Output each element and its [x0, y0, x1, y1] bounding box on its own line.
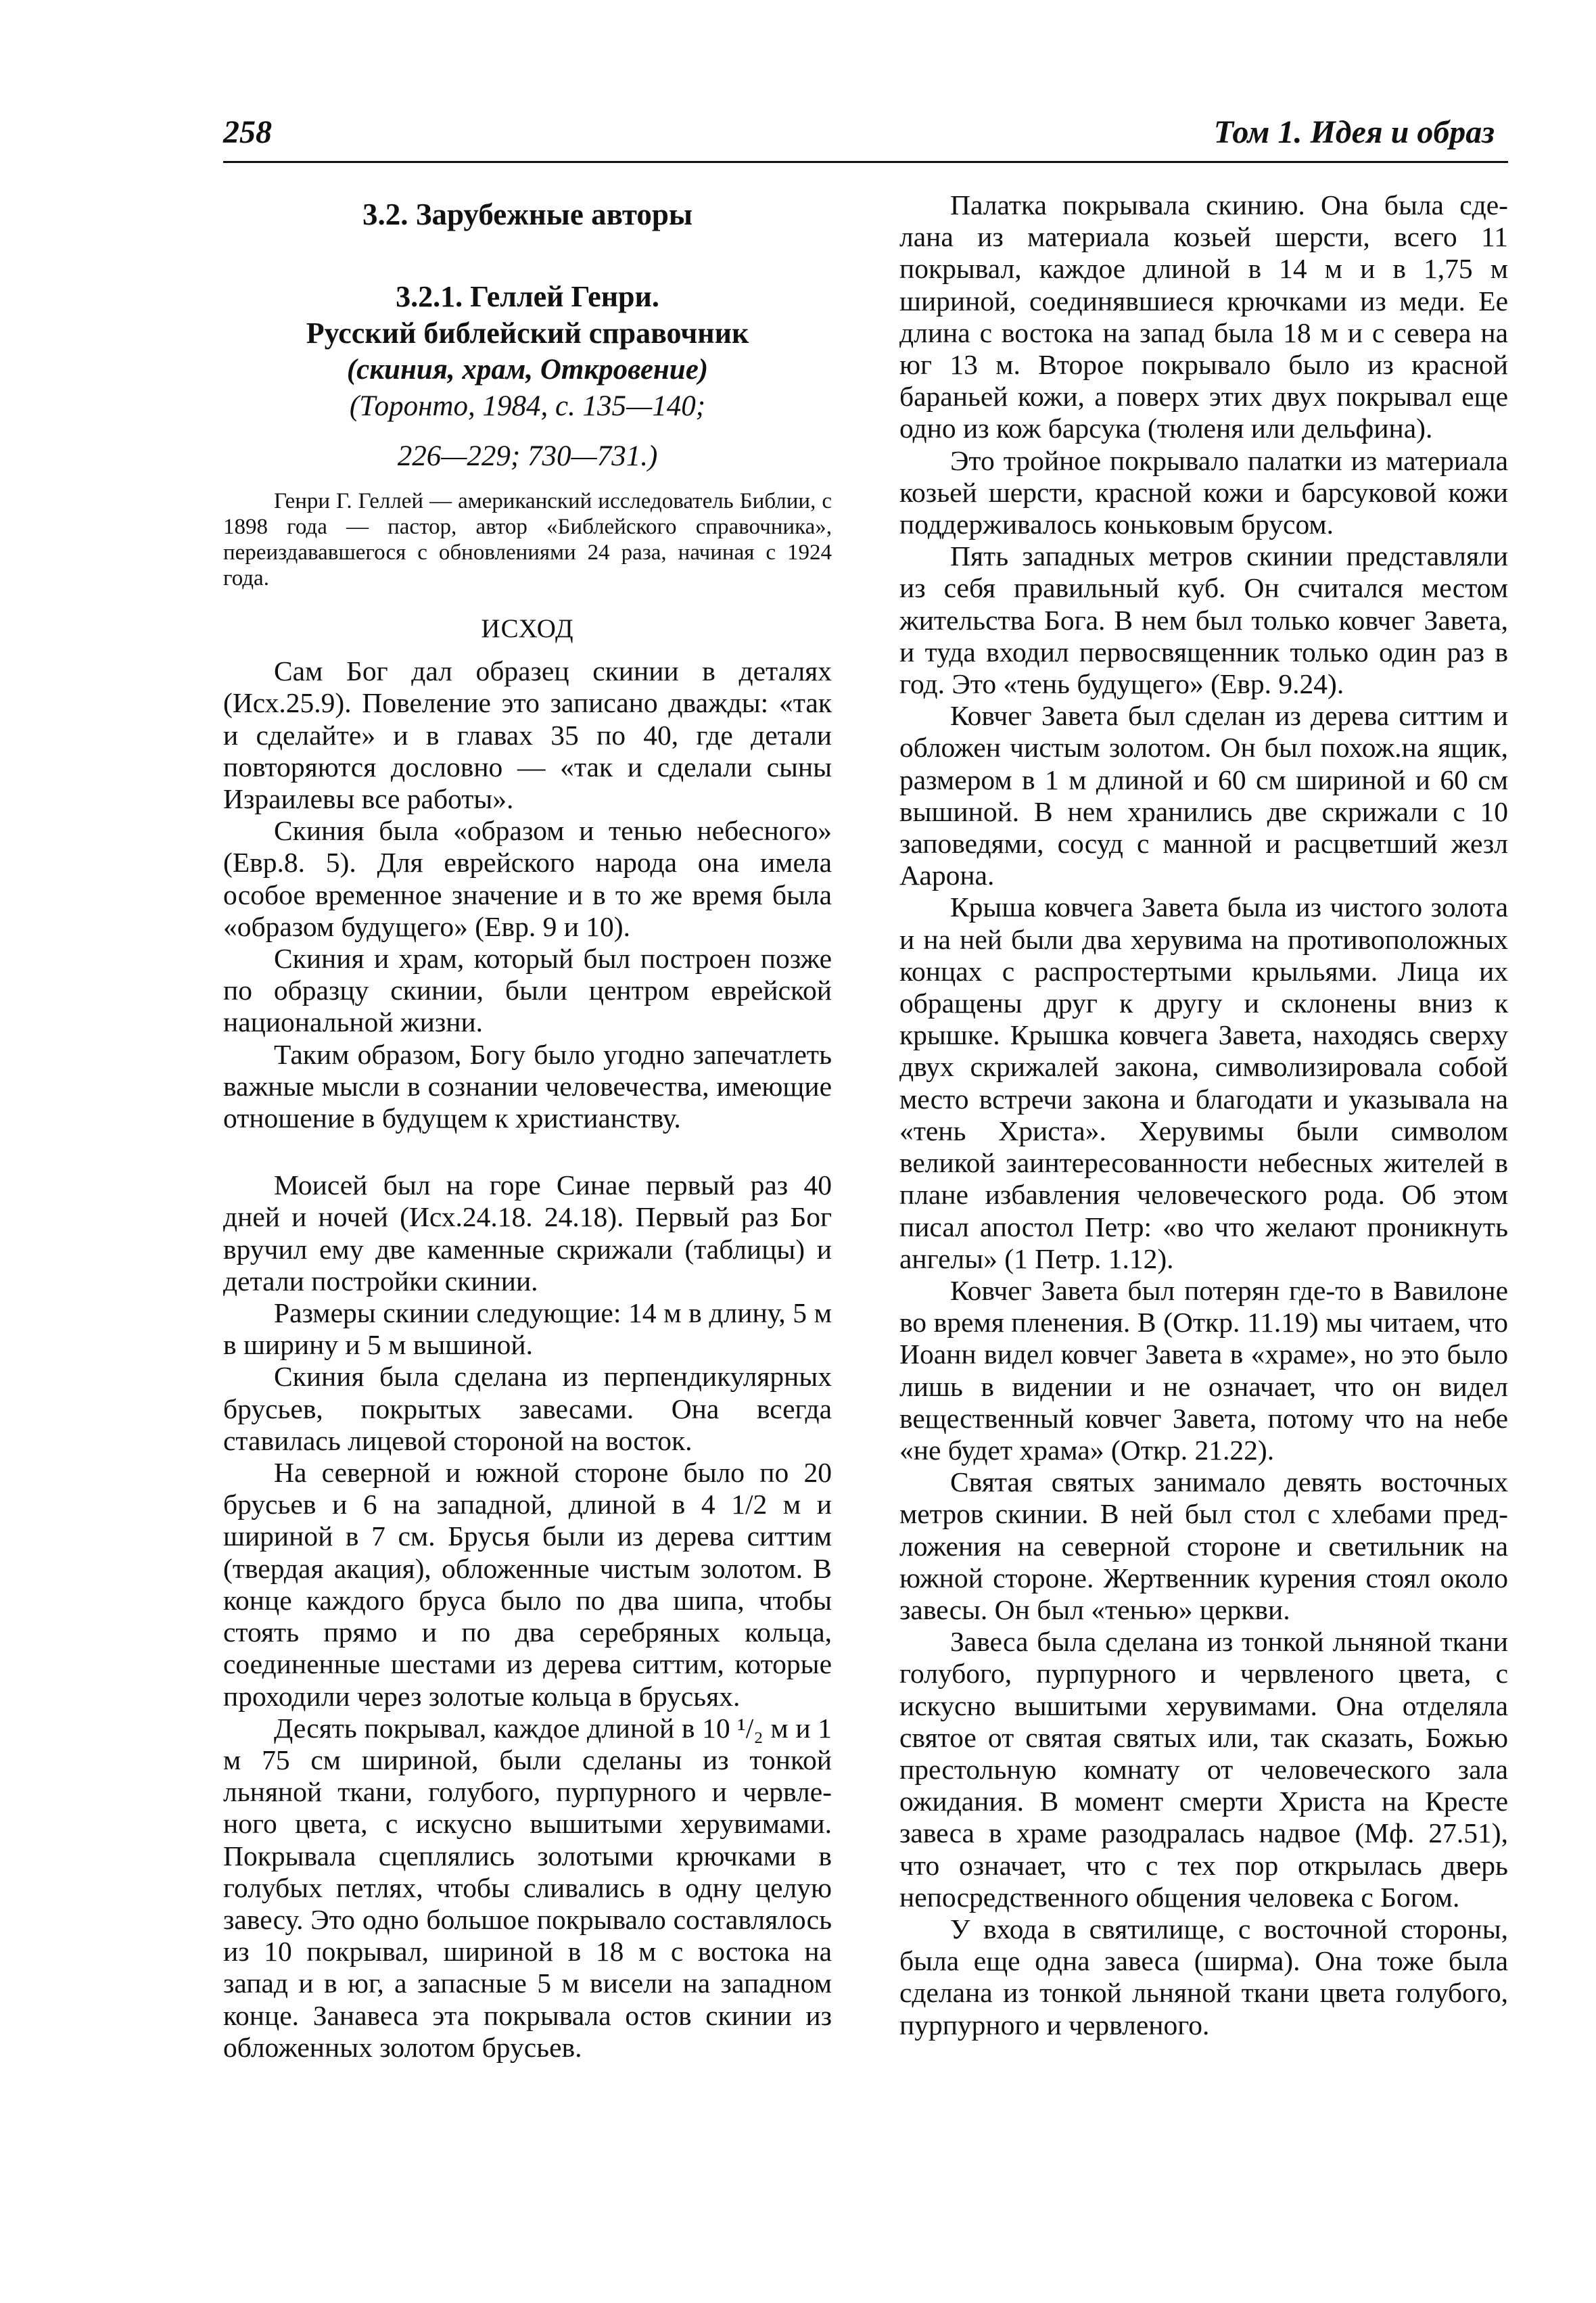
paragraph: Размеры скинии следующие: 14 м в длину, 5 м в ширину и 5 м вышиной.	[223, 1297, 832, 1361]
paragraph: На северной и южной стороне было по 20 брусьев и 6 на западной, длиной в 4 1/2 м и шириной в 7 см. Брусья были из дерева ситтим (твердая акация), обложенные чистым золотом. В конце каждого бруса было по два шипа, чтобы стоять прямо и по два серебряных кольца, соединенные шестами из дерева ситтим, которые проходили через золотые кольца в брусьях.	[223, 1457, 832, 1712]
paragraph: Моисей был на горе Синае первый раз 40 дней и ночей (Исх.24.18. 24.18). Первый раз Бог вручил ему две каменные скрижали (таблицы) и детали постройки скинии.	[223, 1169, 832, 1297]
page-number: 258	[223, 114, 272, 150]
article-subtitle: (скиния, храм, Откровение)	[346, 354, 709, 386]
article-title-line-2: Русский библейский справочник	[306, 317, 749, 350]
paragraph: Пять западных метров скинии представляли из себя правильный куб. Он считался местом жительства Бога. В нем был только ковчег Завета, и туда входил первосвященник только один раз в год. Это «тень будущего» (Евр. 9.24).	[899, 540, 1508, 700]
paragraph: Сам Бог дал образец скинии в деталях (Исх.25.9). Повеление это записано дважды: «так и сделайте» и в главах 35 по 40, где детали повторяются дословно — «так и сделали сыны Израилевы все работы».	[223, 655, 832, 815]
article-title-line-1: 3.2.1. Геллей Генри.	[396, 280, 659, 313]
paragraph: Ковчег Завета был потерян где-то в Вавилоне во время пленения. В (Откр. 11.19) мы читаем, что Иоанн видел ковчег Завета в «храме», но это было лишь в видении и не означает, что он видел вещественный ковчег Завета, потому что на небе «не будет храма» (Откр. 21.22).	[899, 1274, 1508, 1466]
paragraph: Это тройное покрывало палатки из материала козьей шерсти, красной кожи и барсуковой кожи поддерживалось коньковым брусом.	[899, 444, 1508, 540]
section-title: 3.2. Зарубежные авторы	[362, 197, 693, 231]
running-title: Том 1. Идея и образ	[1213, 114, 1495, 150]
paragraph: Ковчег Завета был сделан из дерева ситтим и обложен чистым золотом. Он был похож.на ящик, размером в 1 м длиной и 60 см шириной и 60 см вышиной. В нем хранились две скрижали с 10 заповедями, сосуд с манной и расцветший жезл Аарона.	[899, 700, 1508, 891]
paragraph: Скиния и храм, который был построен позже по образцу скинии, были центром еврейской национальной жизни.	[223, 943, 832, 1038]
article-source-line-2: 226—229; 730—731.)	[397, 440, 658, 472]
author-note: Генри Г. Геллей — американский исследователь Библии, с 1898 года — пастор, автор «Библейского справочника», переиздававшегося с обновлениями 24 раза, начиная с 1924 года.	[223, 489, 832, 590]
paragraph: Скиния была сделана из перпендикулярных брусьев, покрытых завесами. Она всегда ставилась лицевой стороной на восток.	[223, 1361, 832, 1456]
paragraph: У входа в святилище, с восточной стороны, была еще одна завеса (ширма). Она тоже была сделана из тонкой льняной ткани цвета голубого, пурпурного и червленого.	[899, 1913, 1508, 2041]
paragraph: Десять покрывал, каждое длиной в 10 ¹/₂ м и 1 м 75 см шириной, были сделаны из тонкой льняной ткани, голубого, пурпурного и червленого цвета, с искусно вышитыми херувимами. Покрывала сцеплялись золотыми крючками в голубых петлях, чтобы сливались в одну целую завесу. Это одно большое покрывало составлялось из 10 покрывал, шириной в 18 м с востока на запад и в юг, а запасные 5 м висели на западном конце. Занавеса эта покрывала остов скинии из обложенных золотом брусьев.	[223, 1712, 832, 2063]
left-column	[223, 189, 832, 2064]
paragraph: Завеса была сделана из тонкой льняной ткани голубого, пурпурного и червленого цвета, с искусно вышитыми херувимами. Она отделяла святое от святая святых или, так сказать, Божью престольную комнату от человеческого зала ожидания. В момент смерти Христа на Кресте завеса в храме разодралась надвое (Мф. 27.51), что означает, что с тех пор открылась дверь непосредственного общения человека с Богом.	[899, 1626, 1508, 1913]
paragraph: Палатка покрывала скинию. Она была сделана из материала козьей шерсти, всего 11 покрывал, каждое длиной в 14 м и в 1,75 м шириной, соединявшиеся крючками из меди. Ее длина с востока на запад была 18 м и с севера на юг 13 м. Второе покрывало было из красной бараньей кожи, а поверх этих двух покрывал еще одно из кож барсука (тюленя или дельфина).	[899, 189, 1508, 444]
paragraph: Скиния была «образом и тенью небесного» (Евр.8. 5). Для еврейского народа она имела особое временное значение и в то же время была «образом будущего» (Евр. 9 и 10).	[223, 815, 832, 942]
paragraph: Крыша ковчега Завета была из чистого золота и на ней были два херувима на противоположных концах с распростертыми крыльями. Лица их обращены друг к другу и склонены вниз к крышке. Крышка ковчега Завета, находясь сверху двух скрижалей закона, символизировала собой место встречи закона и благодати и указывала на «тень Христа». Херувимы были символом великой заинтересованности небесных жителей в плане избавления человеческого рода. Об этом писал апостол Петр: «во что желают проникнуть ангелы» (1 Петр. 1.12).	[899, 891, 1508, 1274]
paragraph: Святая святых занимало девять восточных метров скинии. В ней был стол с хлебами предложения на северной стороне и светильник на южной стороне. Жертвенник курения стоял около завесы. Он был «тенью» церкви.	[899, 1466, 1508, 1625]
paragraph: Таким образом, Богу было угодно запечатлеть важные мысли в сознании человечества, имеющие отношение в будущем к христианству.	[223, 1038, 832, 1134]
right-column	[899, 189, 1508, 2041]
article-source-line-1: (Торонто, 1984, с. 135—140;	[349, 390, 706, 422]
page-header	[223, 114, 1508, 163]
chapter-heading: ИСХОД	[481, 614, 574, 643]
